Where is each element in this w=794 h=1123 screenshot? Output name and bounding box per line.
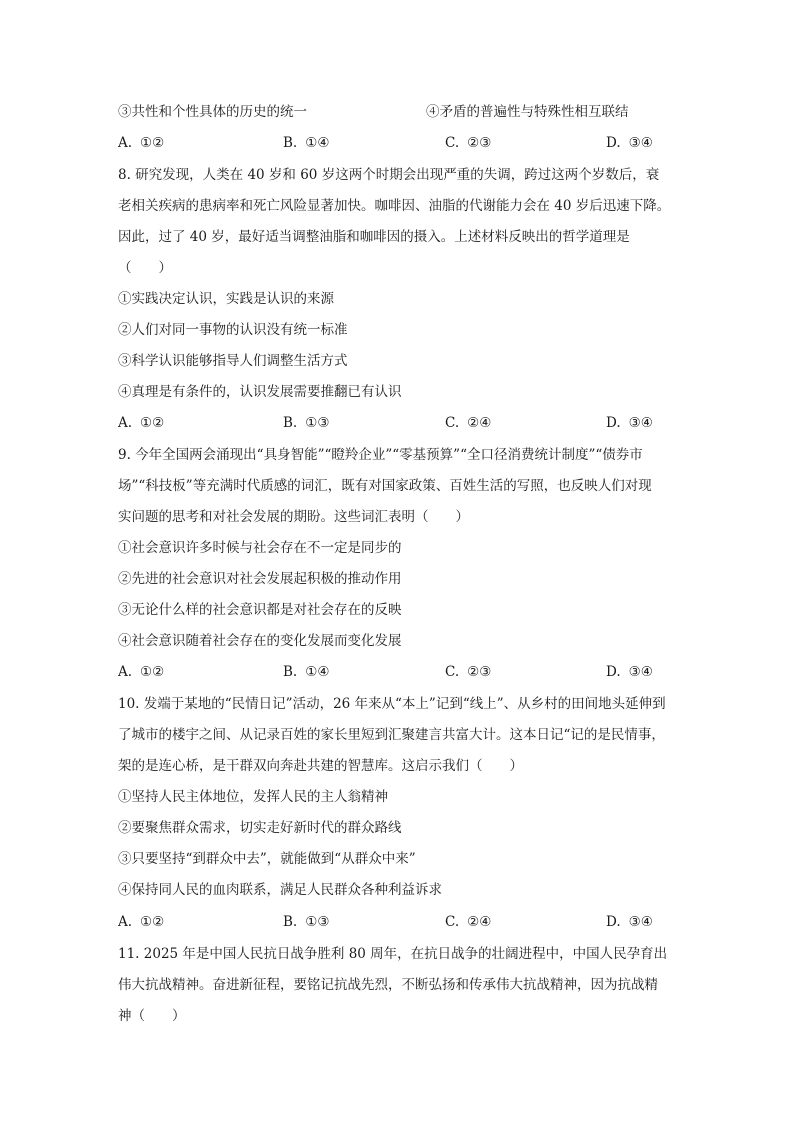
q10-option-d[interactable]: D. ③④ <box>606 914 653 930</box>
q8-stem-line: 老相关疾病的患病率和死亡风险显著加快。咖啡因、油脂的代谢能力会在 40 岁后迅速下降。 <box>118 198 671 214</box>
q10-choice-2: ②要聚焦群众需求，切实走好新时代的群众路线 <box>118 820 402 836</box>
q7-options <box>118 133 678 153</box>
q9-option-d[interactable]: D. ③④ <box>606 664 653 680</box>
q10-option-b[interactable]: B. ①③ <box>283 914 330 930</box>
q7-option-c[interactable]: C. ②③ <box>445 135 492 151</box>
q10-options <box>118 912 678 932</box>
q7-option-d[interactable]: D. ③④ <box>606 135 653 151</box>
q9-stem-line: 场”“科技板”等充满时代质感的词汇，既有对国家政策、百姓生活的写照，也反映人们对现 <box>118 478 652 494</box>
q9-option-a[interactable]: A. ①② <box>118 664 165 680</box>
q8-choice-3: ③科学认识能够指导人们调整生活方式 <box>118 353 348 369</box>
q8-options <box>118 413 678 433</box>
q9-choice-4: ④社会意识随着社会存在的变化发展而变化发展 <box>118 633 402 649</box>
q7-option-b[interactable]: B. ①④ <box>283 135 330 151</box>
q8-choice-1: ①实践决定认识，实践是认识的来源 <box>118 291 334 307</box>
q10-stem-line: 了城市的楼宇之间、从记录百姓的家长里短到汇聚建言共富大计。这本日记“记的是民情事， <box>118 727 665 743</box>
q9-stem-line: 实问题的思考和对社会发展的期盼。这些词汇表明（ ） <box>118 509 469 525</box>
q11-stem-line: 神（ ） <box>118 1008 186 1024</box>
q8-choice-4: ④真理是有条件的，认识发展需要推翻已有认识 <box>118 384 402 400</box>
q9-option-b[interactable]: B. ①④ <box>283 664 330 680</box>
q7-choice-3: ③共性和个性具体的历史的统一 <box>118 104 307 120</box>
q10-option-a[interactable]: A. ①② <box>118 914 165 930</box>
q8-option-a[interactable]: A. ①② <box>118 415 165 431</box>
q9-choice-3: ③无论什么样的社会意识都是对社会存在的反映 <box>118 602 402 618</box>
q7-choice-4: ④矛盾的普遍性与特殊性相互联结 <box>426 104 629 120</box>
q8-choice-2: ②人们对同一事物的认识没有统一标准 <box>118 322 348 338</box>
q10-choice-4: ④保持同人民的血肉联系，满足人民群众各种利益诉求 <box>118 882 442 898</box>
q9-choice-1: ①社会意识许多时候与社会存在不一定是同步的 <box>118 540 402 556</box>
q8-option-b[interactable]: B. ①③ <box>283 415 330 431</box>
q9-options <box>118 662 678 682</box>
q10-option-c[interactable]: C. ②④ <box>445 914 492 930</box>
q10-stem-line: 10. 发端于某地的“民情日记”活动，26 年来从“本上”记到“线上”、从乡村的田间地头延伸到 <box>118 696 666 712</box>
q8-stem-line: （ ） <box>118 260 172 276</box>
q8-stem-line: 8. 研究发现，人类在 40 岁和 60 岁这两个时期会出现严重的失调，跨过这两个岁数后，衰 <box>118 167 660 183</box>
q8-stem-line: 因此，过了 40 岁，最好适当调整油脂和咖啡因的摄入。上述材料反映出的哲学道理是 <box>118 229 630 245</box>
q10-choice-3: ③只要坚持“到群众中去”，就能做到“从群众中来” <box>118 851 416 867</box>
q11-stem-line: 11. 2025 年是中国人民抗日战争胜利 80 周年，在抗日战争的壮阔进程中，中国人民孕育出 <box>118 946 668 962</box>
q10-stem-line: 架的是连心桥，是干群双向奔赴共建的智慧库。这启示我们（ ） <box>118 758 523 774</box>
q10-choice-1: ①坚持人民主体地位，发挥人民的主人翁精神 <box>118 789 388 805</box>
q9-stem-line: 9. 今年全国两会涌现出“具身智能”“瞪羚企业”“零基预算”“全口径消费统计制度”“债券市 <box>118 447 643 463</box>
q7-option-a[interactable]: A. ①② <box>118 135 165 151</box>
q9-option-c[interactable]: C. ②③ <box>445 664 492 680</box>
q11-stem-line: 伟大抗战精神。奋进新征程，要铭记抗战先烈，不断弘扬和传承伟大抗战精神，因为抗战精 <box>118 977 658 993</box>
q9-choice-2: ②先进的社会意识对社会发展起积极的推动作用 <box>118 571 402 587</box>
q8-option-d[interactable]: D. ③④ <box>606 415 653 431</box>
q8-option-c[interactable]: C. ②④ <box>445 415 492 431</box>
